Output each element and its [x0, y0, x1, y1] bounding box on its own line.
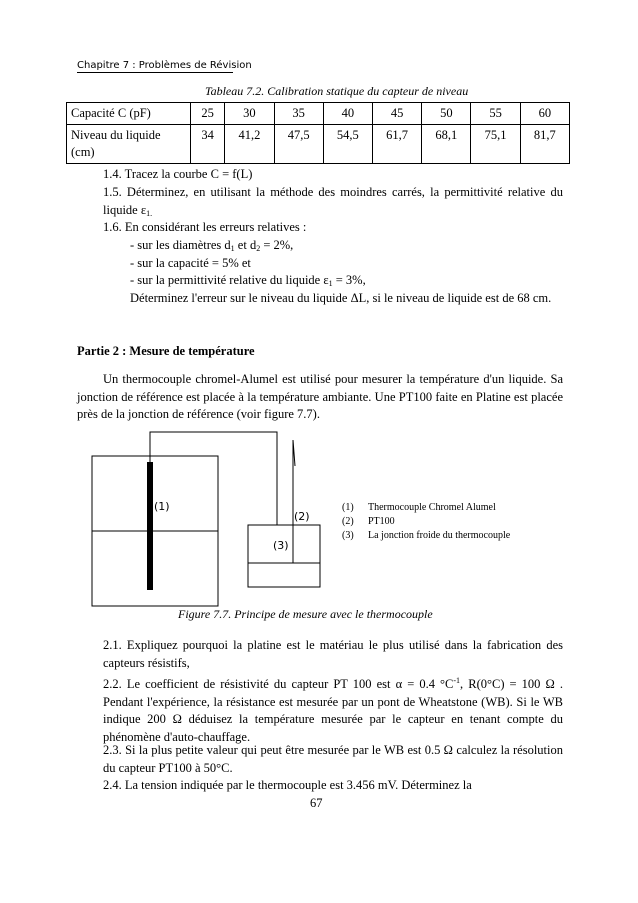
line1-d2-sub: 2 — [256, 244, 261, 253]
thermocouple-probe — [147, 462, 153, 590]
table-cell: 55 — [471, 103, 520, 125]
table-row-header: Capacité C (pF) — [67, 103, 191, 125]
question-2-4: 2.4. La tension indiquée par le thermocouple est 3.456 mV. Déterminez la — [103, 778, 472, 792]
table-cell: 35 — [274, 103, 323, 125]
figure-label-2: (2) — [294, 510, 310, 523]
question-1-6-intro: 1.6. En considérant les erreurs relatives : — [103, 220, 307, 234]
question-1-5-text: 1.5. Déterminez, en utilisant la méthode des moindres carrés, la permittivité relative du liquide ε — [103, 185, 563, 217]
legend-num: (2) — [342, 516, 354, 527]
row-header-line1: Niveau du liquide — [71, 128, 161, 142]
figure-legend — [342, 501, 510, 543]
legend-num: (3) — [342, 530, 354, 541]
table-cell: 75,1 — [471, 125, 520, 164]
legend-item — [342, 515, 510, 529]
line3-post: = 3%, — [335, 273, 366, 287]
table-cell: 60 — [520, 103, 569, 125]
chapter-header: Chapitre 7 : Problèmes de Révision — [77, 60, 252, 71]
question-2-3: 2.3. Si la plus petite valeur qui peut être mesurée par le WB est 0.5 Ω calculez la résolution du capteur PT100 à 50°C. — [103, 743, 563, 775]
legend-text: La jonction froide du thermocouple — [368, 530, 511, 541]
line3-sub: 1 — [328, 279, 333, 288]
figure-label-1: (1) — [154, 500, 170, 513]
table-cell: 40 — [323, 103, 372, 125]
q22-part-a: 2.2. Le coefficient de résistivité du capteur PT 100 est α = 0.4 °C — [103, 677, 454, 691]
table-cell: 47,5 — [274, 125, 323, 164]
table-cell: 34 — [191, 125, 225, 164]
table-cell: 25 — [191, 103, 225, 125]
part2-intro: Un thermocouple chromel-Alumel est utilisé pour mesurer la température d'un liquide. Sa jonction de référence est placée à la température ambiante. Une PT100 faite en Platine est placée près de la jonction de référence (voir figure 7.7). — [77, 372, 563, 421]
table-cell: 81,7 — [520, 125, 569, 164]
q22-superscript: -1 — [453, 676, 461, 685]
row-header-line2: (cm) — [71, 145, 95, 159]
q22-part-b: , R(0°C) = 100 Ω . Pendant l'expérience, la résistance est mesurée par un pont de Wheatstone (WB). Si le WB indique 200 Ω déduisez la température mesurée par le capteur en tenant compte du phénomène d'auto-chauffage. — [103, 677, 563, 744]
part2-title: Partie 2 : Mesure de température — [77, 344, 255, 358]
line1-mid: et d — [237, 238, 257, 252]
page-number: 67 — [310, 796, 323, 810]
table-cell: 30 — [225, 103, 274, 125]
table-cell: 50 — [422, 103, 471, 125]
line3-pre: - sur la permittivité relative du liquide ε — [130, 273, 329, 287]
line1-d1-sub: 1 — [230, 244, 235, 253]
figure-label-3: (3) — [273, 539, 289, 552]
legend-num: (1) — [342, 502, 354, 513]
question-2-2 — [103, 672, 563, 746]
table-cell: 61,7 — [372, 125, 421, 164]
table-cell: 68,1 — [422, 125, 471, 164]
legend-text: PT100 — [368, 516, 395, 527]
question-1-4: 1.4. Tracez la courbe C = f(L) — [103, 167, 253, 181]
legend-text: Thermocouple Chromel Alumel — [368, 502, 496, 513]
line1-pre: - sur les diamètres d — [130, 238, 231, 252]
legend-item — [342, 501, 510, 515]
figure-caption: Figure 7.7. Principe de mesure avec le thermocouple — [178, 607, 433, 621]
question-2-1: 2.1. Expliquez pourquoi la platine est le matériau le plus utilisé dans la fabrication des capteurs résistifs, — [103, 638, 563, 670]
table-caption: Tableau 7.2. Calibration statique du capteur de niveau — [205, 84, 469, 98]
line1-post: = 2%, — [263, 238, 294, 252]
legend-item — [342, 529, 510, 543]
table-cell: 41,2 — [225, 125, 274, 164]
question-1-6-conclusion: Déterminez l'erreur sur le niveau du liquide ΔL, si le niveau de liquide est de 68 cm. — [130, 291, 552, 305]
junction-container — [248, 525, 320, 587]
question-1-5-subscript: 1. — [146, 208, 153, 218]
table-cell: 54,5 — [323, 125, 372, 164]
table-cell: 45 — [372, 103, 421, 125]
question-1-6-line2: - sur la capacité = 5% et — [130, 256, 251, 270]
